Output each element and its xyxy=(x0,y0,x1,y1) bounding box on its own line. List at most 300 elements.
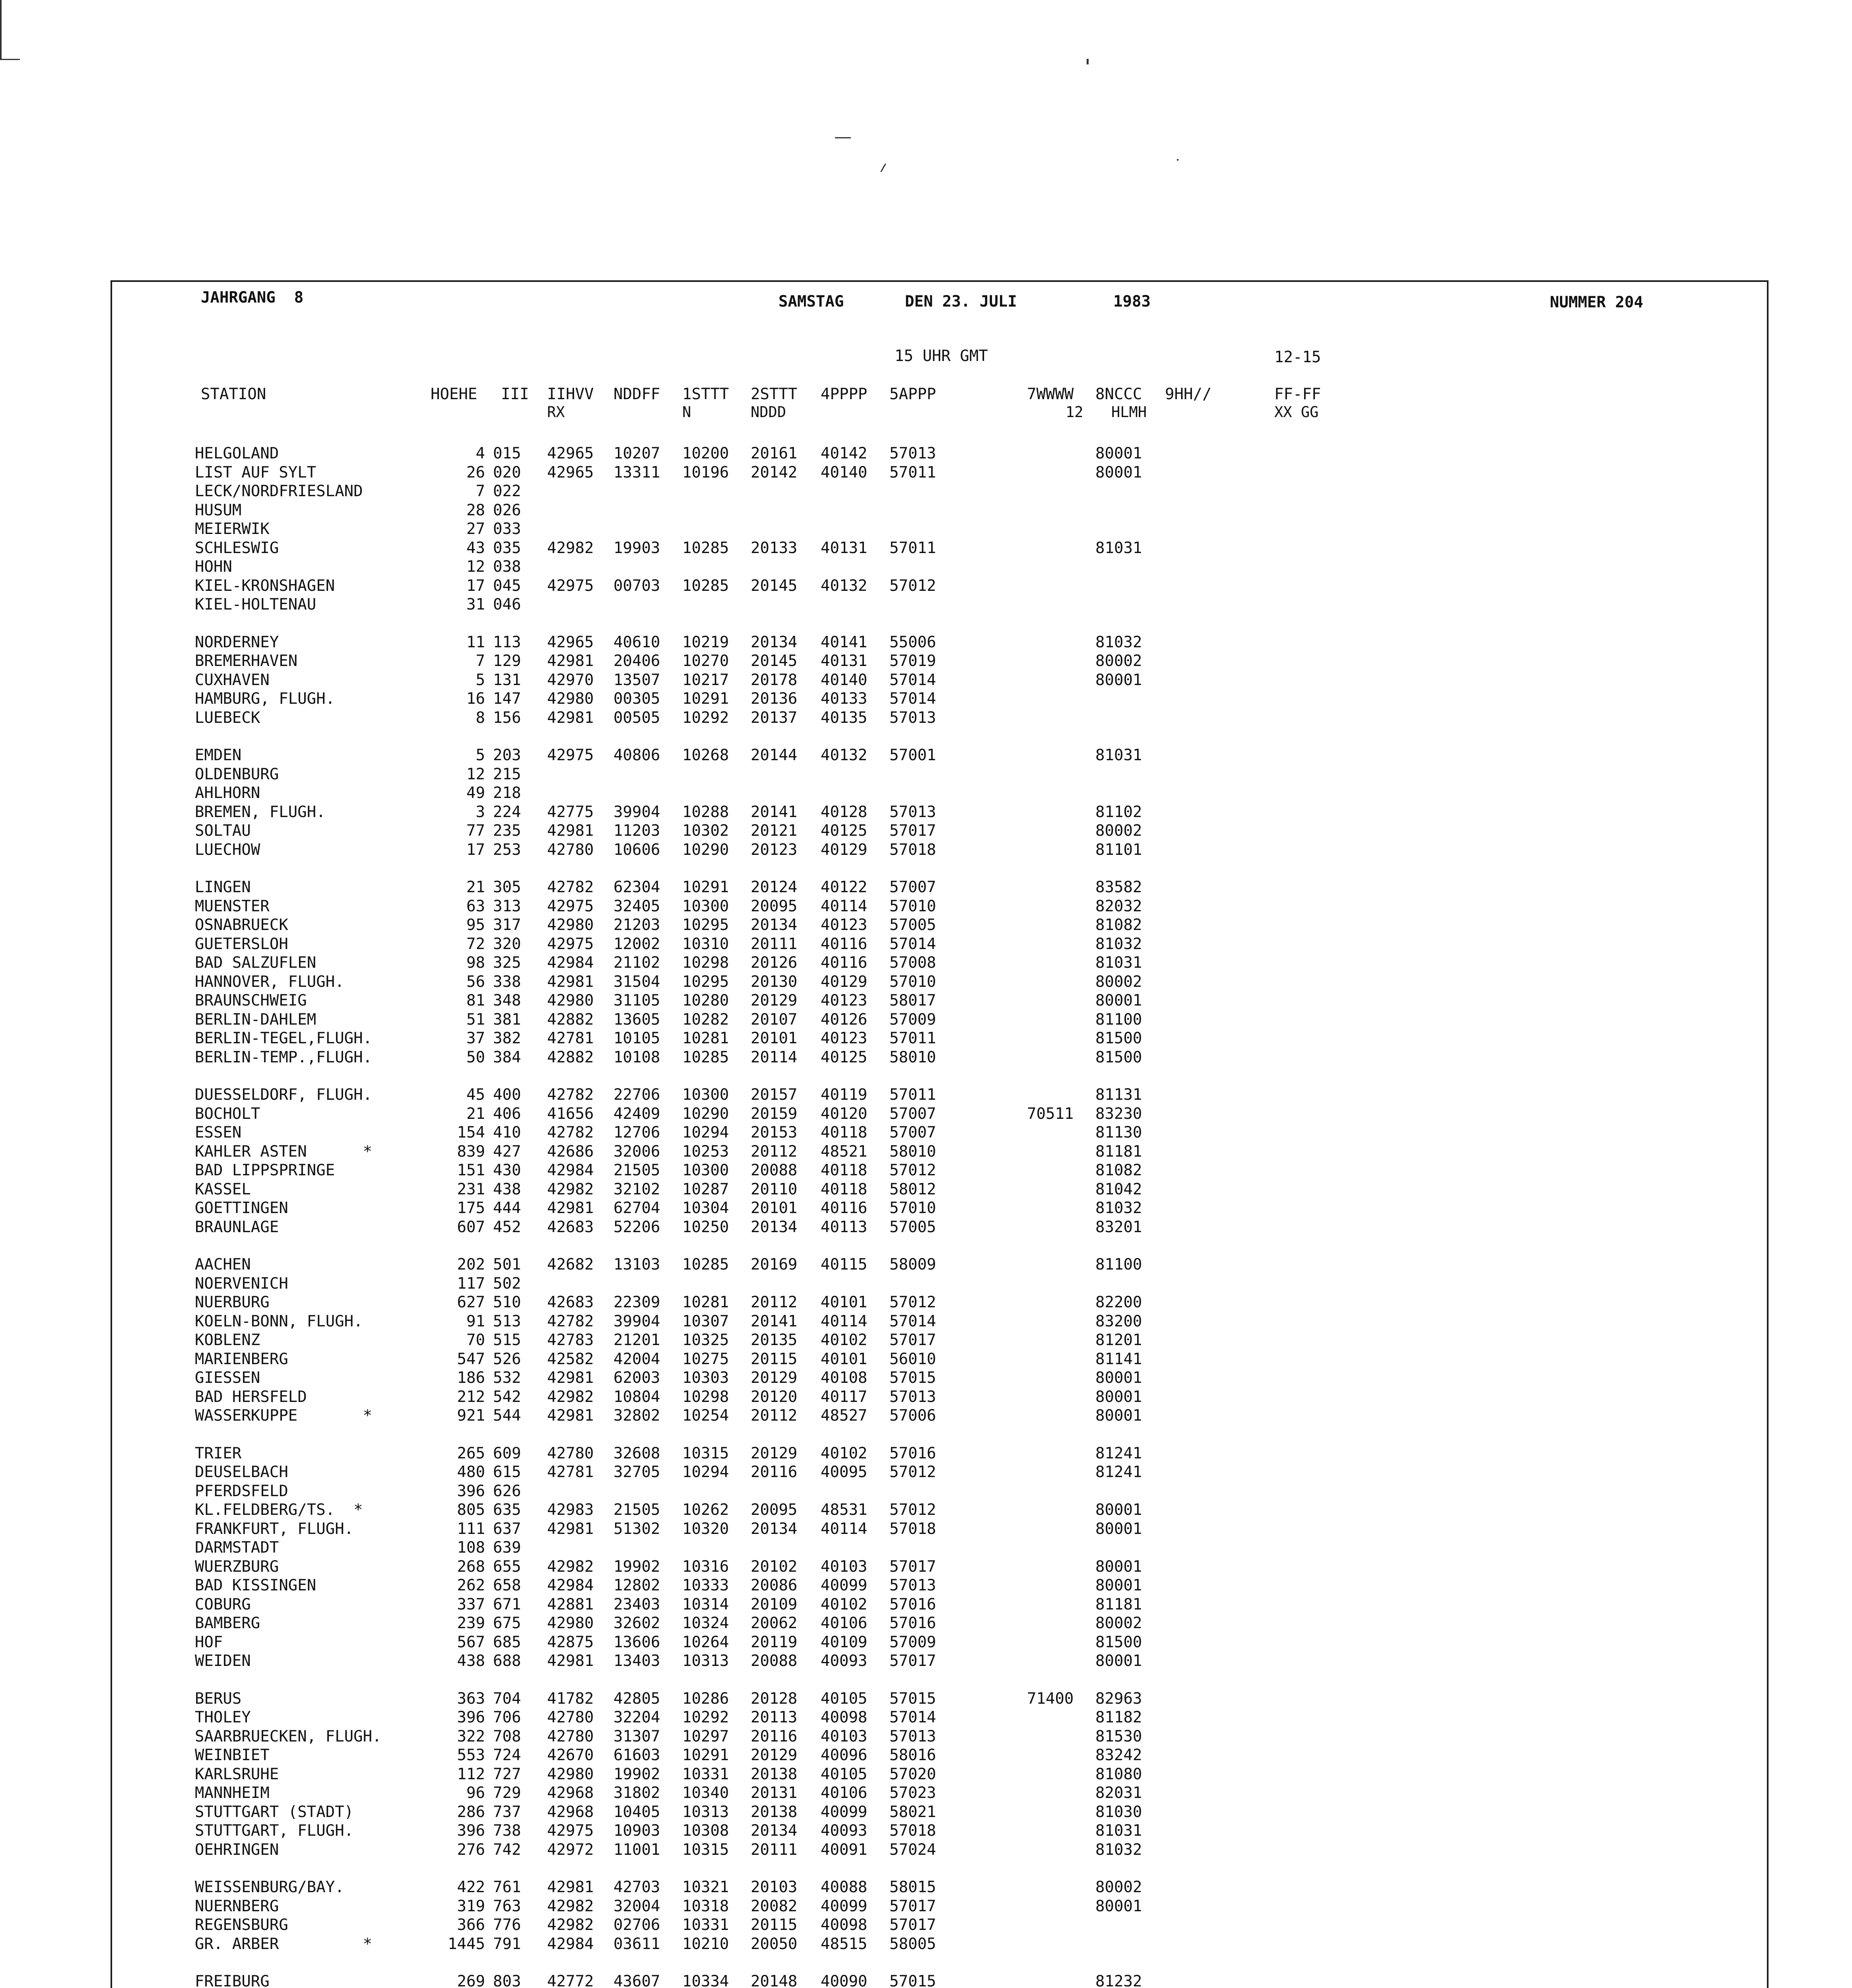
col-7wwww: 7WWWW xyxy=(1027,385,1074,403)
station-g2: 10105 xyxy=(613,1029,660,1047)
station-name: BOCHOLT xyxy=(195,1105,260,1123)
station-g4: 20102 xyxy=(751,1558,798,1576)
station-g6: 58010 xyxy=(889,1048,936,1066)
station-name: KAHLER ASTEN * xyxy=(195,1143,373,1161)
station-g5: 40117 xyxy=(821,1388,868,1406)
station-g6: 57016 xyxy=(889,1596,936,1613)
station-g4: 20141 xyxy=(751,1312,798,1330)
station-hoehe: 8 xyxy=(476,709,485,727)
station-hoehe: 63 xyxy=(466,897,485,915)
station-name: KIEL-KRONSHAGEN xyxy=(195,577,335,595)
station-name: BRAUNSCHWEIG xyxy=(195,992,307,1010)
station-g6: 57005 xyxy=(889,916,936,934)
station-name: BERLIN-TEGEL,FLUGH. xyxy=(195,1029,373,1047)
station-g2: 43607 xyxy=(613,1972,660,1988)
station-ncc: 80002 xyxy=(1095,652,1142,670)
station-name: OSNABRUECK xyxy=(195,916,288,934)
station-g6: 57010 xyxy=(889,897,936,915)
station-hoehe: 108 xyxy=(457,1539,485,1557)
station-g5: 40093 xyxy=(821,1652,868,1670)
station-iii: 410 xyxy=(493,1124,521,1142)
station-hoehe: 322 xyxy=(457,1728,485,1745)
station-hoehe: 438 xyxy=(457,1652,485,1670)
station-g6: 57014 xyxy=(889,690,936,708)
station-g6: 57017 xyxy=(889,1558,936,1576)
station-g4: 20101 xyxy=(751,1199,798,1217)
station-g5: 40116 xyxy=(821,954,868,972)
station-iii: 381 xyxy=(493,1011,521,1029)
station-g4: 20107 xyxy=(751,1011,798,1029)
scan-mark xyxy=(0,59,20,60)
station-g6: 57013 xyxy=(889,1728,936,1745)
station-row xyxy=(0,1897,1852,1916)
station-hoehe: 27 xyxy=(466,520,485,538)
station-g3: 10298 xyxy=(682,1388,729,1406)
station-g3: 10294 xyxy=(682,1463,729,1481)
station-iii: 338 xyxy=(493,973,521,991)
station-ncc: 81232 xyxy=(1095,1972,1142,1988)
station-g2: 10108 xyxy=(613,1048,660,1066)
station-name: OEHRINGEN xyxy=(195,1841,279,1859)
station-g2: 32705 xyxy=(613,1463,660,1481)
station-g5: 40101 xyxy=(821,1350,868,1368)
station-g3: 10285 xyxy=(682,1256,729,1274)
station-hoehe: 553 xyxy=(457,1746,485,1764)
station-row xyxy=(0,501,1852,520)
station-ncc: 81181 xyxy=(1095,1143,1142,1161)
station-ncc: 81530 xyxy=(1095,1728,1142,1745)
station-row xyxy=(0,991,1852,1010)
station-g1: 42882 xyxy=(547,1048,594,1066)
station-ncc: 81032 xyxy=(1095,633,1142,651)
station-iii: 452 xyxy=(493,1218,521,1236)
station-ncc: 83201 xyxy=(1095,1218,1142,1236)
station-g6: 58005 xyxy=(889,1935,936,1953)
station-hoehe: 231 xyxy=(457,1180,485,1198)
station-row xyxy=(0,557,1852,576)
station-row xyxy=(0,1029,1852,1048)
station-g4: 20088 xyxy=(751,1652,798,1670)
station-g6: 57006 xyxy=(889,1407,936,1425)
station-iii: 803 xyxy=(493,1972,521,1988)
station-g3: 10281 xyxy=(682,1029,729,1047)
station-row xyxy=(0,803,1852,821)
station-iii: 224 xyxy=(493,803,521,821)
station-g3: 10253 xyxy=(682,1143,729,1161)
station-g5: 40128 xyxy=(821,803,868,821)
station-hoehe: 26 xyxy=(466,464,485,481)
station-ncc: 80002 xyxy=(1095,973,1142,991)
station-iii: 742 xyxy=(493,1841,521,1859)
station-g6: 57007 xyxy=(889,1105,936,1123)
station-g1: 42881 xyxy=(547,1596,594,1613)
station-g6: 57017 xyxy=(889,822,936,840)
station-g5: 40131 xyxy=(821,539,868,557)
station-g2: 19902 xyxy=(613,1558,660,1576)
station-g4: 20145 xyxy=(751,652,798,670)
station-g4: 20088 xyxy=(751,1161,798,1179)
station-hoehe: 51 xyxy=(466,1011,485,1029)
station-g6: 57008 xyxy=(889,954,936,972)
station-g4: 20112 xyxy=(751,1143,798,1161)
station-g5: 40095 xyxy=(821,1463,868,1481)
station-g2: 22309 xyxy=(613,1293,660,1311)
station-g6: 58021 xyxy=(889,1803,936,1821)
station-name: BAD LIPPSPRINGE xyxy=(195,1161,335,1179)
station-g6: 57010 xyxy=(889,973,936,991)
station-g6: 57012 xyxy=(889,1463,936,1481)
station-g6: 57018 xyxy=(889,1822,936,1840)
station-ncc: 80001 xyxy=(1095,1576,1142,1594)
station-row xyxy=(0,1576,1852,1595)
station-g5: 40109 xyxy=(821,1633,868,1651)
station-g6: 57014 xyxy=(889,1312,936,1330)
station-iii: 203 xyxy=(493,746,521,764)
station-hoehe: 805 xyxy=(457,1501,485,1519)
station-ncc: 80001 xyxy=(1095,1520,1142,1538)
station-row xyxy=(0,633,1852,652)
station-g3: 10280 xyxy=(682,992,729,1010)
station-g2: 13103 xyxy=(613,1256,660,1274)
station-name: SCHLESWIG xyxy=(195,539,279,557)
station-g1: 42783 xyxy=(547,1331,594,1349)
station-hoehe: 21 xyxy=(466,1105,485,1123)
station-ncc: 81100 xyxy=(1095,1256,1142,1274)
station-g1: 42582 xyxy=(547,1350,594,1368)
period-label: 12-15 xyxy=(1274,348,1321,366)
station-row xyxy=(0,878,1852,897)
station-g4: 20178 xyxy=(751,671,798,689)
station-ncc: 81130 xyxy=(1095,1124,1142,1142)
station-g3: 10300 xyxy=(682,1086,729,1104)
station-name: CUXHAVEN xyxy=(195,671,270,689)
station-g1: 42981 xyxy=(547,1652,594,1670)
station-hoehe: 72 xyxy=(466,935,485,953)
station-g1: 42972 xyxy=(547,1841,594,1859)
station-g2: 10606 xyxy=(613,841,660,859)
station-ncc: 81032 xyxy=(1095,1841,1142,1859)
station-row xyxy=(0,1803,1852,1821)
station-g2: 21203 xyxy=(613,916,660,934)
station-g6: 57013 xyxy=(889,1576,936,1594)
station-ncc: 82032 xyxy=(1095,897,1142,915)
station-g2: 42805 xyxy=(613,1690,660,1708)
station-row xyxy=(0,1180,1852,1199)
station-g3: 10300 xyxy=(682,897,729,915)
station-name: STUTTGART, FLUGH. xyxy=(195,1822,354,1840)
issue-number: NUMMER 204 xyxy=(1550,293,1643,311)
station-iii: 626 xyxy=(493,1482,521,1500)
station-g3: 10282 xyxy=(682,1011,729,1029)
station-g1: 42772 xyxy=(547,1972,594,1988)
col-iihvv-sub: RX xyxy=(547,404,565,421)
station-g6: 57016 xyxy=(889,1614,936,1632)
weekday: SAMSTAG xyxy=(778,293,844,311)
station-g1: 42782 xyxy=(547,878,594,896)
station-g6: 57011 xyxy=(889,1029,936,1047)
station-row xyxy=(0,652,1852,670)
station-hoehe: 547 xyxy=(457,1350,485,1368)
station-g2: 61603 xyxy=(613,1746,660,1764)
station-iii: 444 xyxy=(493,1199,521,1217)
station-hoehe: 1445 xyxy=(448,1935,485,1953)
station-g5: 40103 xyxy=(821,1728,868,1745)
station-g1: 42683 xyxy=(547,1218,594,1236)
station-row xyxy=(0,746,1852,765)
station-ncc: 80001 xyxy=(1095,992,1142,1010)
station-g2: 32602 xyxy=(613,1614,660,1632)
station-g3: 10287 xyxy=(682,1180,729,1198)
station-name: OLDENBURG xyxy=(195,765,279,783)
station-name: HUSUM xyxy=(195,501,242,519)
station-hoehe: 31 xyxy=(466,596,485,613)
station-hoehe: 396 xyxy=(457,1822,485,1840)
station-g2: 19903 xyxy=(613,539,660,557)
station-name: HAMBURG, FLUGH. xyxy=(195,690,335,708)
station-g4: 20086 xyxy=(751,1576,798,1594)
station-ncc: 80001 xyxy=(1095,1407,1142,1425)
station-g3: 10334 xyxy=(682,1972,729,1988)
station-g3: 10303 xyxy=(682,1369,729,1387)
station-iii: 113 xyxy=(493,633,521,651)
station-iii: 215 xyxy=(493,765,521,783)
station-g6: 57018 xyxy=(889,841,936,859)
station-iii: 406 xyxy=(493,1105,521,1123)
station-hoehe: 363 xyxy=(457,1690,485,1708)
scan-speck xyxy=(880,163,886,172)
station-row xyxy=(0,539,1852,557)
station-hoehe: 839 xyxy=(457,1143,485,1161)
station-hoehe: 4 xyxy=(476,445,485,462)
station-ncc: 81031 xyxy=(1095,954,1142,972)
station-g4: 20116 xyxy=(751,1728,798,1745)
station-g5: 40125 xyxy=(821,822,868,840)
station-name: AHLHORN xyxy=(195,784,260,802)
station-g1: 42782 xyxy=(547,1086,594,1104)
station-g4: 20138 xyxy=(751,1803,798,1821)
station-g5: 40116 xyxy=(821,935,868,953)
station-g6: 58016 xyxy=(889,1746,936,1764)
station-g3: 10314 xyxy=(682,1596,729,1613)
station-g5: 40102 xyxy=(821,1444,868,1462)
station-g4: 20129 xyxy=(751,992,798,1010)
station-iii: 761 xyxy=(493,1878,521,1896)
station-g1: 42981 xyxy=(547,709,594,727)
station-g2: 10405 xyxy=(613,1803,660,1821)
station-g5: 40105 xyxy=(821,1765,868,1783)
station-g3: 10320 xyxy=(682,1520,729,1538)
station-iii: 035 xyxy=(493,539,521,557)
station-name: KOBLENZ xyxy=(195,1331,260,1349)
station-row xyxy=(0,916,1852,934)
station-g5: 48521 xyxy=(821,1143,868,1161)
station-g6: 58015 xyxy=(889,1878,936,1896)
station-g5: 40115 xyxy=(821,1256,868,1274)
station-g4: 20134 xyxy=(751,1218,798,1236)
station-name: WEIDEN xyxy=(195,1652,251,1670)
station-hoehe: 96 xyxy=(466,1784,485,1802)
station-name: KARLSRUHE xyxy=(195,1765,279,1783)
station-row xyxy=(0,1085,1852,1104)
station-g4: 20128 xyxy=(751,1690,798,1708)
station-iii: 724 xyxy=(493,1746,521,1764)
station-hoehe: 45 xyxy=(466,1086,485,1104)
station-hoehe: 17 xyxy=(466,841,485,859)
station-g4: 20062 xyxy=(751,1614,798,1632)
station-row xyxy=(0,784,1852,802)
station-hoehe: 396 xyxy=(457,1708,485,1726)
station-g5: 40099 xyxy=(821,1803,868,1821)
station-ncc: 81031 xyxy=(1095,1822,1142,1840)
station-g5: 40114 xyxy=(821,1312,868,1330)
station-iii: 502 xyxy=(493,1275,521,1293)
station-name: HOF xyxy=(195,1633,223,1651)
station-row xyxy=(0,671,1852,689)
station-iii: 438 xyxy=(493,1180,521,1198)
station-g1: 41782 xyxy=(547,1690,594,1708)
station-g4: 20112 xyxy=(751,1407,798,1425)
station-g6: 57012 xyxy=(889,577,936,595)
station-hoehe: 95 xyxy=(466,916,485,934)
station-iii: 038 xyxy=(493,558,521,576)
station-g3: 10315 xyxy=(682,1841,729,1859)
station-g2: 32102 xyxy=(613,1180,660,1198)
station-ncc: 81500 xyxy=(1095,1048,1142,1066)
station-name: WEISSENBURG/BAY. xyxy=(195,1878,344,1896)
station-name: BREMEN, FLUGH. xyxy=(195,803,326,821)
station-row xyxy=(0,897,1852,916)
station-row xyxy=(0,1520,1852,1538)
station-row xyxy=(0,709,1852,727)
station-g6: 57001 xyxy=(889,746,936,764)
station-g5: 40088 xyxy=(821,1878,868,1896)
station-g3: 10298 xyxy=(682,954,729,972)
station-g2: 62304 xyxy=(613,878,660,896)
station-g6: 57007 xyxy=(889,878,936,896)
station-g3: 10331 xyxy=(682,1765,729,1783)
station-ncc: 81080 xyxy=(1095,1765,1142,1783)
station-name: GOETTINGEN xyxy=(195,1199,288,1217)
station-row xyxy=(0,595,1852,614)
station-g2: 10903 xyxy=(613,1822,660,1840)
station-iii: 147 xyxy=(493,690,521,708)
station-g2: 52206 xyxy=(613,1218,660,1236)
station-ww: 71400 xyxy=(1027,1690,1074,1708)
col-5appp: 5APPP xyxy=(889,385,936,403)
station-row xyxy=(0,1878,1852,1897)
station-g5: 40114 xyxy=(821,1520,868,1538)
station-g6: 57017 xyxy=(889,1652,936,1670)
station-g6: 57007 xyxy=(889,1124,936,1142)
station-g6: 57011 xyxy=(889,1086,936,1104)
station-name: HELGOLAND xyxy=(195,445,279,462)
station-g3: 10292 xyxy=(682,1708,729,1726)
station-g1: 42982 xyxy=(547,1180,594,1198)
station-name: THOLEY xyxy=(195,1708,251,1726)
station-name: WASSERKUPPE * xyxy=(195,1407,373,1425)
station-g3: 10291 xyxy=(682,878,729,896)
station-iii: 313 xyxy=(493,897,521,915)
station-row xyxy=(0,1595,1852,1614)
station-row xyxy=(0,1463,1852,1481)
station-ncc: 80002 xyxy=(1095,1614,1142,1632)
station-g6: 58012 xyxy=(889,1180,936,1198)
station-g4: 20050 xyxy=(751,1935,798,1953)
station-hoehe: 12 xyxy=(466,765,485,783)
station-ncc: 83230 xyxy=(1095,1105,1142,1123)
station-g5: 40105 xyxy=(821,1690,868,1708)
station-ncc: 81032 xyxy=(1095,1199,1142,1217)
station-iii: 510 xyxy=(493,1293,521,1311)
col-hoehe: HOEHE xyxy=(431,385,478,403)
station-row xyxy=(0,1501,1852,1519)
station-name: ESSEN xyxy=(195,1124,242,1142)
station-g4: 20120 xyxy=(751,1388,798,1406)
station-iii: 675 xyxy=(493,1614,521,1632)
col-ff: FF-FF xyxy=(1274,385,1321,403)
station-g1: 42686 xyxy=(547,1143,594,1161)
station-name: SAARBRUECKEN, FLUGH. xyxy=(195,1728,382,1745)
station-g5: 40118 xyxy=(821,1180,868,1198)
station-iii: 515 xyxy=(493,1331,521,1349)
station-row xyxy=(0,935,1852,953)
station-g3: 10333 xyxy=(682,1576,729,1594)
station-iii: 791 xyxy=(493,1935,521,1953)
station-name: MEIERWIK xyxy=(195,520,270,538)
station-name: MUENSTER xyxy=(195,897,270,915)
col-2sttt: 2STTT xyxy=(751,385,798,403)
station-row xyxy=(0,821,1852,840)
station-g3: 10297 xyxy=(682,1728,729,1745)
station-g3: 10294 xyxy=(682,1124,729,1142)
station-g3: 10264 xyxy=(682,1633,729,1651)
station-g3: 10295 xyxy=(682,973,729,991)
station-hoehe: 607 xyxy=(457,1218,485,1236)
station-g4: 20095 xyxy=(751,1501,798,1519)
station-g4: 20114 xyxy=(751,1048,798,1066)
station-ncc: 81082 xyxy=(1095,1161,1142,1179)
station-g5: 40123 xyxy=(821,1029,868,1047)
station-g4: 20111 xyxy=(751,935,798,953)
station-row xyxy=(0,1312,1852,1331)
station-g3: 10288 xyxy=(682,803,729,821)
date: DEN 23. JULI xyxy=(905,293,1017,311)
station-row xyxy=(0,973,1852,991)
station-g1: 42775 xyxy=(547,803,594,821)
station-hoehe: 5 xyxy=(476,671,485,689)
station-g1: 42984 xyxy=(547,1935,594,1953)
station-name: WUERZBURG xyxy=(195,1558,279,1576)
station-g3: 10324 xyxy=(682,1614,729,1632)
station-g1: 42965 xyxy=(547,464,594,481)
col-iihvv: IIHVV xyxy=(547,385,594,403)
station-g6: 57011 xyxy=(889,464,936,481)
station-g4: 20145 xyxy=(751,577,798,595)
station-name: NOERVENICH xyxy=(195,1275,288,1293)
station-g2: 40610 xyxy=(613,633,660,651)
station-ncc: 81181 xyxy=(1095,1596,1142,1613)
station-g2: 21505 xyxy=(613,1501,660,1519)
station-ncc: 81082 xyxy=(1095,916,1142,934)
station-ncc: 80001 xyxy=(1095,1369,1142,1387)
station-iii: 045 xyxy=(493,577,521,595)
year: 1983 xyxy=(1113,293,1151,311)
station-g6: 57014 xyxy=(889,935,936,953)
station-iii: 400 xyxy=(493,1086,521,1104)
station-g4: 20141 xyxy=(751,803,798,821)
station-g2: 31504 xyxy=(613,973,660,991)
station-g4: 20137 xyxy=(751,709,798,727)
